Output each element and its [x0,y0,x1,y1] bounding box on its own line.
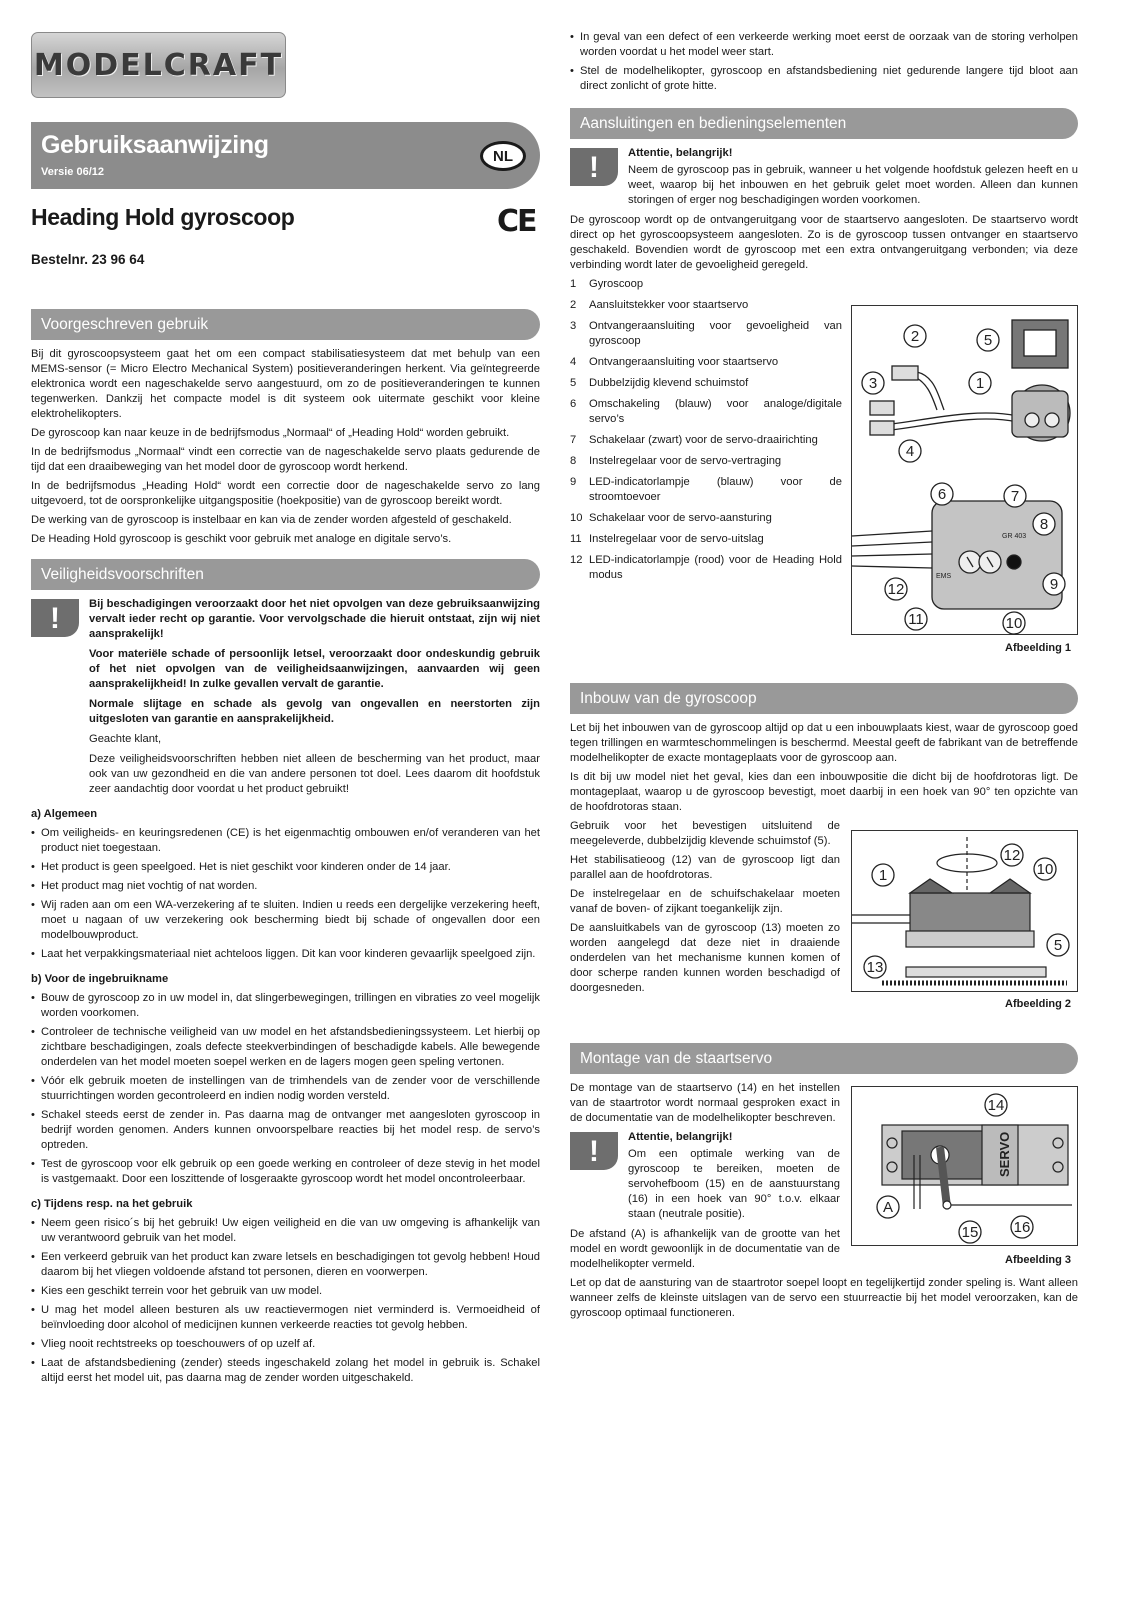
fig1-label: 10 [1005,615,1023,632]
fig1-ems-text: EMS [936,573,952,580]
list-item: 6 Omschakeling (blauw) voor analoge/digitale servo’s [570,398,842,425]
paragraph: De Heading Hold gyroscoop is geschikt voor gebruik met analoge en digitale servo’s. [31,533,452,545]
attention-title: Attentie, belangrijk! [628,1131,733,1143]
list-item: • Schakel steeds eerst de zender in. Pas daarna mag de ontvanger met aangesloten gyroscoop in bedrijf worden genomen. Anders kunnen onvoorspelbare reacties bij het model resp. de servo’s optreden. [31,1108,540,1153]
figure-3-caption: Afbeelding 3 [1005,1254,1072,1266]
list-during-use [31,1216,540,1386]
list-item: • Kies een geschikt terrein voor het gebruik van uw model. [31,1284,540,1299]
attention-box [570,1130,840,1222]
list-item: • Om veiligheids- en keuringsredenen (CE) is het eigenmachtig ombouwen en/of veranderen van het product niet toegestaan. [31,826,540,856]
paragraph: Geachte klant, [89,733,162,745]
list-item: 7 Schakelaar (zwart) voor de servo-draairichting [570,434,818,446]
section-header-install: Inbouw van de gyroscoop [570,683,1078,714]
paragraph: Bij dit gyroscoopsysteem gaat het om een compact stabilisatiesysteem dat met behulp van een MEMS-sensor (= Micro Electro Mechanical System) positieveranderingen herkent. Via geïntegreerde elektronica wordt een nageschakelde servo aangestuurd, om zo de positieveranderingen te kunnen tegenwerken. Dankzij het compacte model is dit systeem ook uitermate geschikt voor kleine elektrohelikopters. [31,348,540,420]
list-item: • Een verkeerd gebruik van het product kan zware letsels en beschadigingen tot gevolg hebben! Houd daarom bij het vliegen voldoende afstand tot personen, dieren en voorwerpen. [31,1250,540,1280]
ce-mark: CE [497,204,536,239]
fig3-label: 16 [1013,1219,1031,1236]
fig3-label: A [882,1199,894,1216]
paragraph: Bij beschadigingen veroorzaakt door het niet opvolgen van deze gebruiksaanwijzing vervalt ieder recht op garantie. Voor vervolgschade die hieruit ontstaat, zijn wij niet aansprakelijk! [89,598,540,640]
product-title: Heading Hold gyroscoop [31,204,295,230]
paragraph: Gebruik voor het bevestigen uitsluitend de meegeleverde, dubbelzijdig klevende schuimstof (5). [570,820,840,847]
list-item: • Laat de afstandsbediening (zender) steeds ingeschakeld zolang het model in gebruik is. Schakel altijd eerst het model uit, pas daarna mag de zender worden uitgeschakeld. [31,1356,540,1386]
paragraph: Let op dat de aansturing van de staartrotor soepel loopt en tegelijkertijd zonder speling is. Want alleen wanneer zelfs de kleinste uitslagen van de servo een stuurreactie bij het model veroorzaken, kan de gyroscoop optimaal functioneren. [570,1277,1078,1319]
list-item: • Stel de modelhelikopter, gyroscoop en afstandsbediening niet gedurende langere tijd bloot aan direct zonlicht of grote hitte. [570,64,1078,94]
list-item: • Het product is geen speelgoed. Het is niet geschikt voor kinderen onder de 14 jaar. [31,860,540,875]
warning-icon: ! [570,1132,618,1170]
fig1-label: 8 [1039,516,1049,533]
list-item: • Laat het verpakkingsmateriaal niet achteloos liggen. Dit kan voor kinderen gevaarlijk speelgoed zijn. [31,947,540,962]
paragraph: De werking van de gyroscoop is instelbaar en kan via de zender worden afgesteld of geschakeld. [31,514,512,526]
fig2-label: 1 [878,867,888,884]
list-item: 11 Instelregelaar voor de servo-uitslag [570,533,764,545]
fig2-label: 5 [1053,937,1063,954]
list-item: 8 Instelregelaar voor de servo-vertraging [570,455,782,467]
list-item: 3 Ontvangeraansluiting voor gevoeligheid van gyroscoop [570,320,842,347]
list-item: • Wij raden aan om een WA-verzekering af te sluiten. Indien u reeds een dergelijke verzekering heeft, moet u nagaan of uw verzekering ook bescherming biedt bij schade of ongevallen door een modelbouwproduct. [31,898,540,943]
fig1-label: 12 [887,581,905,598]
list-item: • Vlieg nooit rechtstreeks op toeschouwers of op uzelf af. [31,1337,540,1352]
left-column [31,309,540,1390]
fig2-label: 12 [1003,847,1021,864]
subheading: b) Voor de ingebruikname [31,973,169,985]
fig1-label: 11 [908,611,924,628]
paragraph: Let bij het inbouwen van de gyroscoop altijd op dat u een inbouwplaats kiest, waar de gyroscoop goed tegen trillingen en warmteschommelingen is beschermd. Meestal geeft de fabrikant van de betreffende modelhelikopter de exacte montageplaats voor de gyroscoop aan. [570,722,1078,764]
fig1-label: 4 [905,443,915,460]
subheading: a) Algemeen [31,808,98,820]
list-item: • Controleer de technische veiligheid van uw model en het afstandsbedieningssysteem. Let hierbij op zichtbare beschadigingen, zoals defecte steekverbindingen of beschadigde kabels. Alle bewegende onderdelen van het model moeten soepel werken en de lagers mogen geen speling vertonen. [31,1025,540,1070]
list-item: 9 LED-indicatorlampje (blauw) voor de stroomtoevoer [570,476,842,503]
subheading: c) Tijdens resp. na het gebruik [31,1198,193,1210]
section-header-safety: Veiligheidsvoorschriften [31,559,540,590]
list-item: 4 Ontvangeraansluiting voor staartservo [570,356,779,368]
list-item: 5 Dubbelzijdig klevend schuimstof [570,377,749,389]
attention-title: Attentie, belangrijk! [628,147,733,159]
list-general [31,826,540,962]
fig2-label: 10 [1036,861,1054,878]
paragraph: Voor materiële schade of persoonlijk letsel, veroorzaakt door ondeskundig gebruik of het niet opvolgen van de veiligheidsaanwijzingen, aanvaarden wij geen aansprakelijkheid! In zulke gevallen vervalt de garantie. [89,648,540,690]
fig1-model-text: GR 403 [1002,533,1027,540]
paragraph: De instelregelaar en de schuifschakelaar moeten vanaf de boven- of zijkant toegankelijk zijn. [570,888,840,915]
fig1-label: 3 [868,375,878,392]
parts-list [570,277,842,583]
warning-icon: ! [570,148,618,186]
list-item: 1 Gyroscoop [570,278,644,290]
figure-3 [851,1086,1078,1246]
language-badge: NL [480,141,526,171]
paragraph: De aansluitkabels van de gyroscoop (13) moeten zo worden aangelegd dat deze niet in draaiende onderdelen van het mechanisme kunnen komen of door scherpe randen kunnen worden beschadigd of doorgesneden. [570,922,840,994]
paragraph: In de bedrijfsmodus „Heading Hold“ wordt een correctie door de nageschakelde servo zo lang uitgevoerd, tot de oorspronkelijke uitgangspositie (hoekpositie) van de gyroscoop bereikt wordt. [31,480,540,507]
paragraph: Het stabilisatieoog (12) van de gyroscoop ligt dan parallel aan de hoofdrotoras. [570,854,840,881]
paragraph: De afstand (A) is afhankelijk van de grootte van het model en wordt gewoonlijk in de documentatie van de modelhelikopter vermeld. [570,1228,840,1270]
list-item: • U mag het model alleen besturen als uw reactievermogen niet verminderd is. Vermoeidheid of beïnvloeding door alcohol of medicijnen kunnen verkeerde reacties tot gevolg hebben. [31,1303,540,1333]
paragraph: De montage van de staartservo (14) en het instellen van de staartrotor wordt normaal gesproken exact in de documentatie van de modelhelikopter beschreven. [570,1082,840,1124]
paragraph: De gyroscoop wordt op de ontvangeruitgang voor de staartservo aangesloten. De staartservo wordt direct op het gyroscoopsysteem aangesloten. Zo is de gyroscoop tussen ontvanger en staartservo geschakeld. Bovendien wordt de gyroscoop met een extra ontvangeruitgang verbonden; via deze verbinding wordt later de gevoeligheid geregeld. [570,214,1078,271]
attention-box [570,146,1078,208]
fig3-label: 14 [987,1097,1005,1114]
section-header-use: Voorgeschreven gebruik [31,309,540,340]
warning-icon: ! [31,599,79,637]
fig3-label: 15 [961,1224,979,1241]
doc-title: Gebruiksaanwijzing [41,131,269,159]
list-item: 10 Schakelaar voor de servo-aansturing [570,512,772,524]
paragraph: Om een optimale werking van de gyroscoop te bereiken, moeten de servohefboom (15) en de aanstuurstang (16) in een hoek van 90° t.o.v. elkaar staan (neutrale positie). [628,1148,840,1220]
figure-1 [851,305,1078,635]
order-number: Bestelnr. 23 96 64 [31,252,145,267]
paragraph: Neem de gyroscoop pas in gebruik, wanneer u het volgende hoofdstuk gelezen heeft en u weet, waarop bij het inbouwen en het gebruik gelet moet worden. Alleen dan kunnen storingen of erger nog beschadigingen worden voorkomen. [628,164,1078,206]
title-banner [31,122,540,189]
paragraph: In de bedrijfsmodus „Normaal“ vindt een correctie van de nageschakelde servo plaats gedurende de tijd dat een draaibeweging van het model door de gyroscoop wordt herkend. [31,446,540,473]
list-item: • Test de gyroscoop voor elk gebruik op een goede werking en controleer of deze stevig in het model is vastgemaakt. Door een loszittende of losgeraakte gyroscoop wordt het model oncontroleerbaar. [31,1157,540,1187]
fig2-label: 13 [866,959,884,976]
doc-version: Versie 06/12 [41,166,105,178]
paragraph: De gyroscoop kan naar keuze in de bedrijfsmodus „Normaal“ of „Heading Hold“ worden gebruikt. [31,427,510,439]
list-item: • Vóór elk gebruik moeten de instellingen van de trimhendels van de zender voor de verschillende stuurrichtingen worden gecontroleerd en indien nodig worden versteld. [31,1074,540,1104]
list-item: • In geval van een defect of een verkeerde werking moet eerst de oorzaak van de storing verholpen worden voordat u het model weer start. [570,30,1078,60]
fig1-label: 2 [910,328,920,345]
list-item: • Bouw de gyroscoop zo in uw model in, dat slingerbewegingen, trillingen en vibraties zo veel mogelijk worden voorkomen. [31,991,540,1021]
safety-warning [31,597,540,797]
fig1-label: 1 [975,375,985,392]
list-item: • Neem geen risico´s bij het gebruik! Uw eigen veiligheid en die van uw omgeving is afhankelijk van uw verantwoord gebruik van het model. [31,1216,540,1246]
brand-logo: MODELCRAFT [31,32,286,98]
paragraph: Normale slijtage en schade als gevolg van ongevallen en neerstorten zijn uitgesloten van garantie en aansprakelijkheid. [89,698,540,725]
figure-1-caption: Afbeelding 1 [1005,642,1072,654]
list-item: 12 LED-indicatorlampje (rood) voor de Heading Hold modus [570,554,842,581]
section-header-servo: Montage van de staartservo [570,1043,1078,1074]
list-before-use [31,991,540,1187]
list-item: • Het product mag niet vochtig of nat worden. [31,879,540,894]
list-item: 2 Aansluitstekker voor staartservo [570,299,749,311]
fig1-label: 5 [983,332,993,349]
section-header-connections: Aansluitingen en bedieningselementen [570,108,1078,139]
fig1-label: 9 [1049,576,1059,593]
paragraph: Is dit bij uw model niet het geval, kies dan een inbouwpositie die dicht bij de hoofdrotoras ligt. De montageplaat, waarop u de gyroscoop bevestigt, moet daarbij in een hoek van 90° ten opzichte van de hoofdrotoras staan. [570,771,1078,813]
figure-2-caption: Afbeelding 2 [1005,998,1072,1010]
figure-2 [851,830,1078,992]
servo-text: SERVO [997,1131,1012,1177]
fig1-label: 7 [1010,488,1020,505]
paragraph: Deze veiligheidsvoorschriften hebben niet alleen de bescherming van het product, maar ook van uw gezondheid en die van andere personen tot doel. Lees daarom dit hoofdstuk zeer aandachtig door voordat u het product gebruikt! [89,753,540,795]
fig1-label: 6 [937,486,947,503]
list-continued [570,30,1078,94]
